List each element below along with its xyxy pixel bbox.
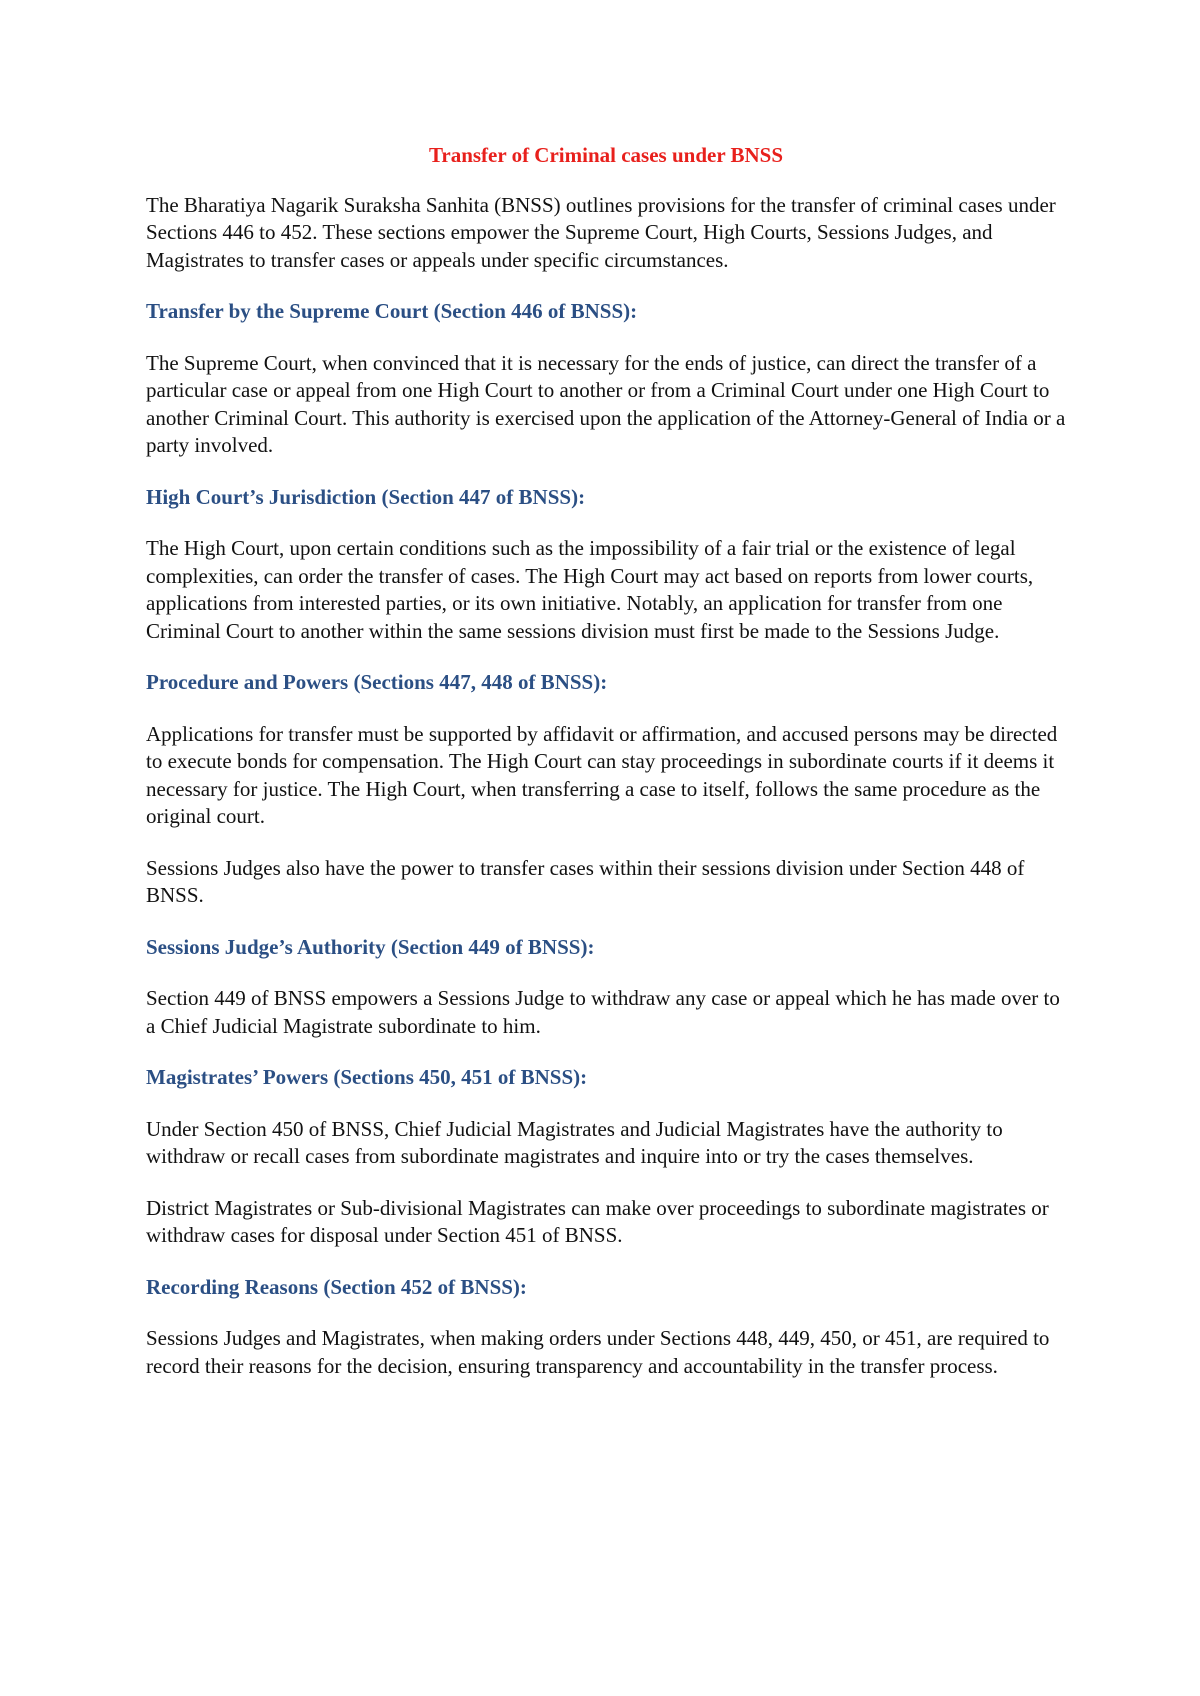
section-heading-high-court: High Court’s Jurisdiction (Section 447 of BNSS): — [146, 484, 586, 509]
section-paragraph: The Supreme Court, when convinced that it is necessary for the ends of justice, can direct the transfer of a particular case or appeal from one High Court to another or from a Criminal Court under one High Court to another Criminal Court. This authority is exercised upon the application of the Attorney-General of India or a party involved. — [146, 350, 1066, 457]
section-paragraph: The High Court, upon certain conditions such as the impossibility of a fair trial or the existence of legal complexities, can order the transfer of cases. The High Court may act based on reports from lower courts, applications from interested parties, or its own initiative. Notably, an application for transfer from one Criminal Court to another within the same sessions division must first be made to the Sessions Judge. — [146, 536, 1034, 643]
intro-paragraph: The Bharatiya Nagarik Suraksha Sanhita (BNSS) outlines provisions for the transfer of criminal cases under Sections 446 to 452. These sections empower the Supreme Court, High Courts, Sessions Judges, and Magistrates to transfer cases or appeals under specific circumstances. — [146, 192, 1056, 272]
section-heading-procedure-powers: Procedure and Powers (Sections 447, 448 of BNSS): — [146, 670, 608, 694]
section-paragraph: Sessions Judges also have the power to transfer cases within their sessions division under Section 448 of BNSS. — [146, 855, 1025, 907]
section-heading-magistrates-powers: Magistrates’ Powers (Sections 450, 451 of BNSS): — [146, 1065, 588, 1089]
section-paragraph: District Magistrates or Sub-divisional Magistrates can make over proceedings to subordinate magistrates or withdraw cases for disposal under Section 451 of BNSS. — [146, 1195, 1049, 1247]
document-body — [146, 142, 1066, 1404]
section-paragraph: Section 449 of BNSS empowers a Sessions Judge to withdraw any case or appeal which he has made over to a Chief Judicial Magistrate subordinate to him. — [146, 986, 1060, 1038]
section-paragraph: Applications for transfer must be supported by affidavit or affirmation, and accused persons may be directed to execute bonds for compensation. The High Court can stay proceedings in subordinate courts if it deems it necessary for justice. The High Court, when transferring a case to itself, follows the same procedure as the original court. — [146, 721, 1058, 828]
section-heading-sessions-judge: Sessions Judge’s Authority (Section 449 of BNSS): — [146, 934, 595, 959]
section-heading-supreme-court: Transfer by the Supreme Court (Section 446 of BNSS): — [146, 299, 638, 323]
section-paragraph: Sessions Judges and Magistrates, when making orders under Sections 448, 449, 450, or 451, are required to record their reasons for the decision, ensuring transparency and accountability in the transfer process. — [146, 1326, 1050, 1378]
document-title: Transfer of Criminal cases under BNSS — [428, 143, 784, 167]
section-heading-recording-reasons: Recording Reasons (Section 452 of BNSS): — [146, 1274, 527, 1299]
section-paragraph: Under Section 450 of BNSS, Chief Judicial Magistrates and Judicial Magistrates have the authority to withdraw or recall cases from subordinate magistrates and inquire into or try the cases themselves. — [146, 1116, 1003, 1168]
